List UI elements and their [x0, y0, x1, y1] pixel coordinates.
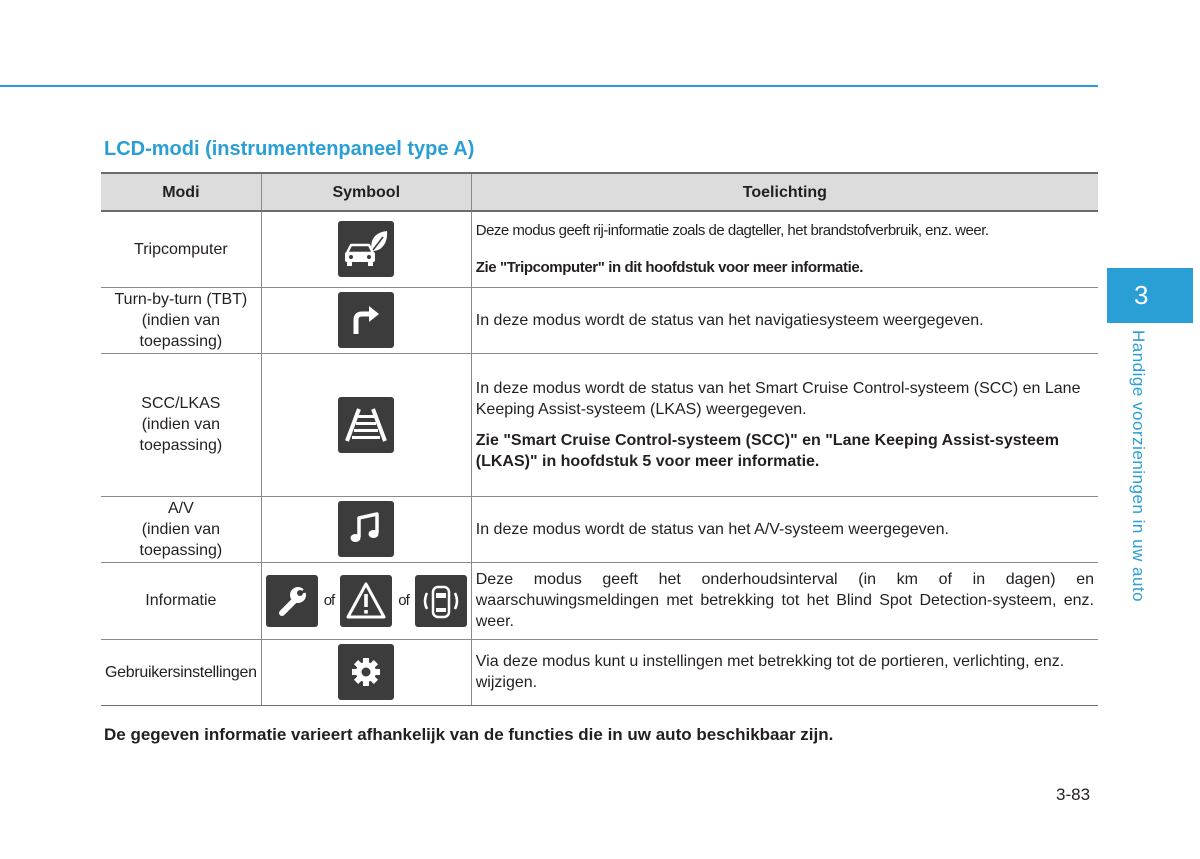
chapter-number-tab: 3	[1107, 268, 1193, 323]
symbol-cell	[261, 211, 471, 287]
top-rule	[0, 85, 1098, 87]
separator-text: of	[323, 592, 335, 609]
description-cell	[471, 562, 1098, 639]
description-text: Via deze modus kunt u instellingen met betrekking tot de portieren, verlichting, enz. wijzigen.	[475, 653, 1065, 691]
table-row	[101, 562, 1098, 639]
mode-name-line: (indien van	[141, 520, 220, 538]
table-row	[101, 287, 1098, 353]
mode-name: Tripcomputer	[134, 240, 228, 258]
mode-name-line: (indien van	[141, 311, 220, 329]
description-text: In deze modus wordt de status van het navigatiesysteem weergegeven.	[475, 311, 984, 329]
gear-icon	[338, 644, 394, 700]
description-cell	[471, 353, 1098, 496]
mode-cell	[101, 211, 261, 287]
description-cell	[471, 287, 1098, 353]
description-cell	[471, 496, 1098, 562]
section-title: LCD-modi (instrumentenpaneel type A)	[104, 138, 475, 160]
mode-cell	[101, 496, 261, 562]
mode-name: Informatie	[145, 592, 217, 609]
description-note: Zie "Smart Cruise Control-systeem (SCC)" en "Lane Keeping Assist-systeem (LKAS)" in hoofdstuk 5 voor meer informatie.	[475, 431, 1059, 470]
description-text: Deze modus geeft het onderhoudsinterval (in km of in dagen) en waarschuwingsmeldingen met betrekking tot het Blind Spot Detection-systeem, enz. weer.	[475, 571, 1094, 630]
table-row	[101, 639, 1098, 705]
table-row	[101, 353, 1098, 496]
info-icon-group	[266, 575, 467, 627]
trip-computer-icon	[338, 221, 394, 277]
header-mode: Modi	[101, 173, 261, 211]
symbol-cell	[261, 639, 471, 705]
table-row	[101, 496, 1098, 562]
description-note: Zie "Tripcomputer" in dit hoofdstuk voor meer informatie.	[475, 259, 864, 277]
description-cell	[471, 211, 1098, 287]
header-description: Toelichting	[471, 173, 1098, 211]
separator-text: of	[398, 592, 409, 609]
description-text: Deze modus geeft rij-informatie zoals de dagteller, het brandstofverbruik, enz. weer.	[475, 222, 989, 240]
mode-name-line: A/V	[167, 499, 194, 517]
mode-name-line: SCC/LKAS	[141, 395, 221, 412]
turn-right-arrow-icon	[338, 292, 394, 348]
description-text: In deze modus wordt de status van het A/V-systeem weergegeven.	[475, 520, 949, 538]
header-symbol: Symbool	[261, 173, 471, 211]
mode-cell	[101, 353, 261, 496]
description-text: In deze modus wordt de status van het Smart Cruise Control-systeem (SCC) en Lane Keeping Assist-systeem (LKAS) weergegeven.	[475, 379, 1081, 418]
chapter-title: Handige voorzieningen in uw auto	[1129, 330, 1148, 603]
wrench-icon	[266, 575, 318, 627]
blind-spot-car-icon	[415, 575, 467, 627]
lcd-modes-table	[101, 172, 1098, 706]
mode-name-line: (indien van	[141, 416, 220, 433]
mode-name-line: toepassing)	[139, 437, 223, 454]
mode-cell	[101, 639, 261, 705]
footnote: De gegeven informatie varieert afhankelijk van de functies die in uw auto beschikbaar zijn.	[104, 725, 834, 744]
symbol-cell	[261, 353, 471, 496]
description-cell	[471, 639, 1098, 705]
symbol-cell	[261, 562, 471, 639]
mode-name-line: toepassing)	[139, 332, 223, 350]
lane-keeping-icon	[338, 397, 394, 453]
mode-cell	[101, 287, 261, 353]
music-note-icon	[338, 501, 394, 557]
symbol-cell	[261, 287, 471, 353]
mode-name-line: toepassing)	[139, 541, 223, 559]
mode-cell	[101, 562, 261, 639]
table-row	[101, 211, 1098, 287]
mode-name-line: Turn-by-turn (TBT)	[114, 290, 248, 308]
mode-name: Gebruikersinstellingen	[105, 663, 257, 681]
table-header-row	[101, 173, 1098, 211]
page-number: 3-83	[1056, 785, 1091, 804]
warning-triangle-icon	[340, 575, 392, 627]
symbol-cell	[261, 496, 471, 562]
